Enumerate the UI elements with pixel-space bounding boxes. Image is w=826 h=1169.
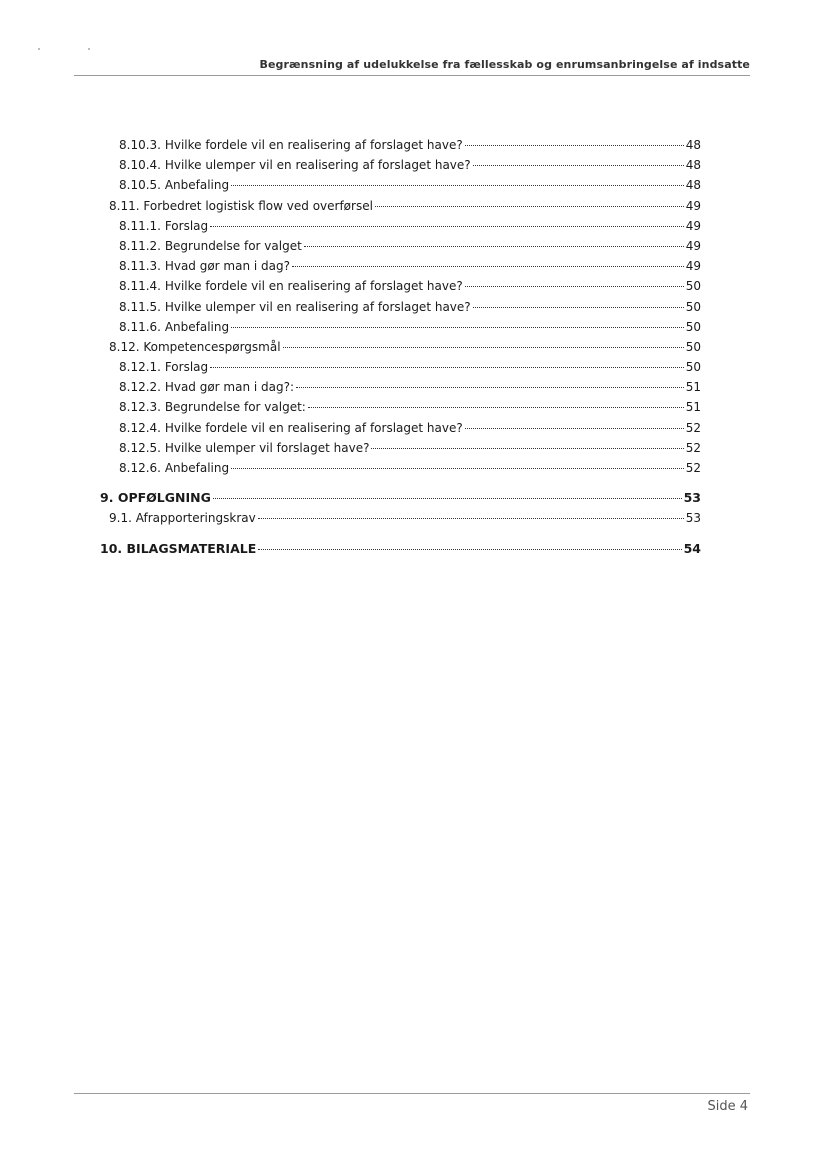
toc-chapter-entry[interactable]: 9. OPFØLGNING 53 (100, 490, 701, 506)
toc-entry[interactable]: 8.11.4. Hvilke fordele vil en realisering af forslaget have? 50 (119, 279, 701, 294)
scan-speck (38, 48, 40, 50)
toc-entry[interactable]: 8.12.6. Anbefaling 52 (119, 461, 701, 475)
toc-entry[interactable]: 8.11.2. Begrundelse for valget 49 (119, 238, 701, 253)
toc-entry[interactable]: 8.12.1. Forslag 50 (119, 360, 701, 375)
toc-entry[interactable]: 8.10.4. Hvilke ulemper vil en realisering af forslaget have? 48 (119, 158, 701, 173)
toc-entry[interactable]: 8.11.6. Anbefaling 50 (119, 319, 701, 334)
toc-entry[interactable]: 8.11.5. Hvilke ulemper vil en realisering af forslaget have? 50 (119, 299, 701, 314)
toc-entry[interactable]: 8.10.3. Hvilke fordele vil en realisering af forslaget have? 48 (119, 138, 701, 152)
toc-entry[interactable]: 8.12.4. Hvilke fordele vil en realisering af forslaget have? 52 (119, 420, 701, 435)
toc-entry[interactable]: 8.12.3. Begrundelse for valget: 51 (119, 400, 701, 415)
toc-entry[interactable]: 8.11. Forbedret logistisk flow ved overførsel 49 (109, 198, 701, 213)
footer-divider (74, 1093, 750, 1094)
toc-entry[interactable]: 8.12.2. Hvad gør man i dag?: 51 (119, 380, 701, 395)
page-number: Side 4 (707, 1099, 748, 1114)
running-header: Begrænsning af udelukkelse fra fællesskab og enrumsanbringelse af indsatte (259, 58, 750, 71)
toc-entry[interactable]: 8.12.5. Hvilke ulemper vil forslaget have? 52 (119, 440, 701, 455)
toc-entry[interactable]: 8.11.3. Hvad gør man i dag? 49 (119, 259, 701, 274)
toc-entry[interactable]: 9.1. Afrapporteringskrav 53 (109, 511, 701, 526)
header-divider (74, 75, 750, 76)
toc-chapter-entry[interactable]: 10. BILAGSMATERIALE 54 (100, 540, 701, 556)
scan-speck (88, 48, 90, 50)
toc-entry[interactable]: 8.12. Kompetencespørgsmål 50 (109, 339, 701, 354)
table-of-contents (100, 135, 701, 559)
toc-entry[interactable]: 8.11.1. Forslag 49 (119, 218, 701, 233)
toc-entry[interactable]: 8.10.5. Anbefaling 48 (119, 178, 701, 193)
